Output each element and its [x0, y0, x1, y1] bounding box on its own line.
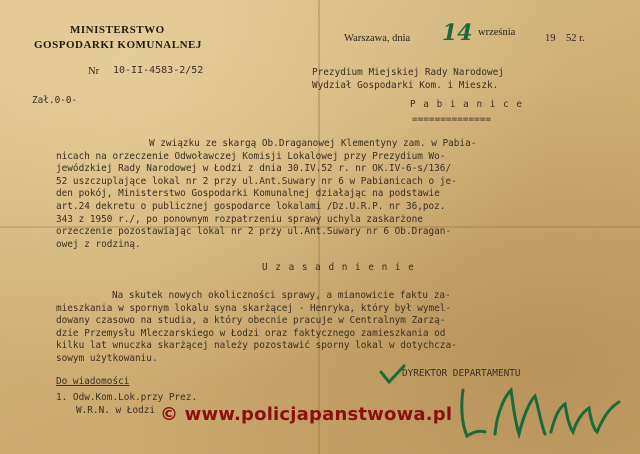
date-year-prefix: 19	[545, 33, 556, 44]
signatory-title: DYREKTOR DEPARTAMENTU	[402, 368, 521, 379]
body-line: 343 z 1950 r./, po ponownym rozpatrzeniu sprawy uchyla zaskarżone	[56, 213, 423, 225]
date-year-suffix: 52 r.	[566, 33, 585, 44]
ministry-name-line1: MINISTERSTWO	[70, 24, 165, 36]
reasoning-body	[56, 290, 457, 366]
body-line: nicach na orzeczenie Odwoławczej Komisji Lokalowej przy Prezydium Wo-	[56, 150, 446, 162]
case-number-prefix: Nr	[88, 66, 100, 77]
reasoning-heading: U z a s a d n i e n i e	[262, 262, 415, 273]
date-month: września	[478, 27, 516, 38]
body-line: jewódzkiej Rady Narodowej w Łodzi z dnia 30.IV.52 r. nr OK.IV-6-s/136/	[56, 163, 452, 175]
case-number: 10-II-4583-2/52	[113, 65, 204, 76]
recipient-line2: Wydział Gospodarki Kom. i Mieszk.	[312, 80, 499, 91]
reasoning-line: dzie Przemysłu Mleczarskiego w Łodzi oraz faktycznego zamieszkania od	[56, 327, 446, 339]
attachments-marker: Zał.0-0-	[32, 95, 78, 106]
body-line: orzeczenie pozostawiając lokal nr 2 przy ul.Ant.Suwary nr 6 Ob.Dragan-	[56, 226, 452, 238]
recipient-city-underline: ==============	[412, 114, 492, 125]
decision-body	[56, 138, 476, 251]
body-line: 52 uszczuplające lokal nr 2 przy ul.Ant.Suwary nr 6 w Pabianicach o je-	[56, 175, 457, 187]
date-place: Warszawa, dnia	[344, 33, 411, 44]
recipient-line1: Prezydium Miejskiej Rady Narodowej	[312, 67, 504, 78]
body-line: owej z rodziną.	[56, 238, 141, 250]
body-line: art.24 dekretu o publicznej gospodarce lokalami /Dz.U.R.P. nr 36,poz.	[56, 200, 446, 212]
distribution-item: 1. Odw.Kom.Lok.przy Prez.	[56, 392, 198, 403]
reasoning-line: dowany czasowo na studia, a który obecnie pracuje w Centralnym Zarzą-	[56, 315, 446, 327]
green-tick-mark	[378, 362, 408, 388]
handwritten-signature	[455, 382, 625, 444]
reasoning-line: sowym użytkowaniu.	[56, 352, 158, 364]
recipient-city: P a b i a n i c e	[410, 99, 523, 110]
reasoning-line: mieszkania w spornym lokalu syna skarżącej - Henryka, który był wymel-	[56, 302, 452, 314]
body-line: den pokój, Ministerstwo Gospodarki Komunalnej działając na podstawie	[56, 188, 440, 200]
distribution-item: W.R.N. w Łodzi	[76, 405, 156, 416]
ministry-name-line2: GOSPODARKI KOMUNALNEJ	[34, 39, 202, 51]
body-line: W związku ze skargą Ob.Draganowej Klementyny zam. w Pabia-	[149, 138, 477, 149]
date-day-handwritten: 14	[442, 20, 473, 46]
reasoning-line: kilku lat wnuczka skarżącej należy pozostawić sporny lokal w dotychcza-	[56, 340, 457, 352]
distribution-heading: Do wiadomości	[56, 376, 130, 387]
reasoning-line: Na skutek nowych okoliczności sprawy, a mianowicie faktu za-	[112, 290, 451, 301]
site-watermark: © www.policjapanstwowa.pl	[160, 404, 453, 425]
